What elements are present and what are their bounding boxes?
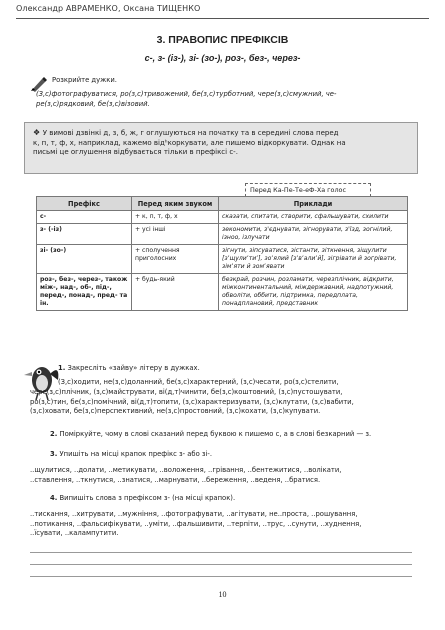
page-header: Олександр АВРАМЕНКО, Оксана ТИЩЕНКО	[16, 4, 201, 13]
rule-box	[24, 122, 418, 174]
task-line-1: (З,с)фотографуватися, ро(з,с)тривожений, бе(з,с)турботний, чере(з,с)смужний, че-	[36, 90, 337, 98]
exercise-line: ..ставлення, ..ткнутися, ..знатися, ..марнувати, ..береження, ..веденя, ..братися.	[30, 475, 321, 484]
exercise-line: (з,с)ховати, бе(з,с)перспективний, не(з,с)простовний, (з,с)кохати, (з,с)купувати.	[30, 407, 321, 416]
exercise-line: ..тискання, ..хитрувати, ..мужніння, ..фотографувати, ..агітувати, не..проста, ..рошування,	[30, 510, 358, 518]
task-label: Розкрийте дужки.	[52, 76, 117, 84]
rule-line-3: письмі це оглушення відбувається тільки в префіксі с-.	[33, 148, 238, 157]
cell-examples: зігнути, зіпсуватися, зістанти, зіткнення, зіщулити [зʼщулиʼтиʼ], зоʼялий [зʼвʼалиʼй], зігрівати й зогрівати, зімʼяти й зомʼявати	[219, 245, 408, 274]
rule-line-2: к, п, т, ф, х, наприклад, кажемо відʰкоркувати, але пишемо відкоркувати. Однак на	[33, 138, 346, 147]
exercise-line: ..потикання, ..фальсифікувати, ..уміти, ..фальшивити, ..терпіти, ..трус, ..сунути, ..худнення,	[30, 519, 362, 528]
cell-sound: + к, п, т, ф, х	[132, 211, 219, 224]
table-row	[37, 245, 408, 274]
prefix-table	[36, 196, 408, 311]
answer-line[interactable]	[30, 541, 412, 553]
exercise-1-title-text: Закресліть «зайву» літеру в дужках.	[67, 364, 200, 372]
cell-prefix: зі- (зо-)	[37, 245, 132, 274]
exercise-line: (З,с)ходити, не(з,с)доланний, бе(з,с)характерний, (з,с)чесати, ро(з,с)стелити,	[58, 378, 339, 386]
exercise-1-body	[58, 378, 418, 388]
rule-line-1: У вимові дзвінкі д, з, б, ж, г оглушуються на початку та в середині слова перед	[42, 129, 339, 137]
task-line-2: ре(з,с)рядковий, бе(з,с)візовий.	[36, 100, 150, 108]
header-divider	[16, 18, 429, 19]
rule-text	[33, 128, 411, 158]
cell-examples: сказати, спитати, створити, сфальшувати, схилити	[219, 211, 408, 224]
cell-examples: безкрай, розчин, розламати, черезплічник, відкрити, міжконтинентальний, міждержавний, надпотужний, обволіти, оббити, підтримка, передплата, понадплановий, представник	[219, 274, 408, 311]
exercise-2: 2. Поміркуйте, чому в слові сказаний перед буквою к пишемо с, а в слові безкарний — з.	[50, 430, 372, 438]
table-row	[37, 224, 408, 245]
exercise-3-title: 3. Упишіть на місці крапок префікс з- або зі-.	[50, 450, 213, 458]
cell-sound: + усі інші	[132, 224, 219, 245]
exercise-1-title: 1. Закресліть «зайву» літеру в дужках.	[58, 364, 200, 372]
table-header-row	[37, 197, 408, 211]
exercise-3-body	[30, 466, 420, 485]
exercise-4-body	[30, 510, 420, 539]
cell-prefix: с-	[37, 211, 132, 224]
table-row	[37, 211, 408, 224]
cell-prefix: роз-, без-, через-, також між-, над-, об-, під-, перед-, понад-, пред- та ін.	[37, 274, 132, 311]
cell-examples: зекономити, з'єднувати, зігнорувати, з'їзд, зогнілий, ізноо, ізлучати	[219, 224, 408, 245]
exercise-3-title-text: Упишіть на місці крапок префікс з- або зі-.	[59, 450, 213, 458]
col-header-prefix: Префікс	[37, 197, 132, 211]
answer-line[interactable]	[30, 565, 412, 577]
cell-sound: + сполучення приголосних	[132, 245, 219, 274]
exercise-4-title-text: Випишіть слова з префіксом з- (на місці крапок).	[59, 494, 236, 502]
cell-sound: + будь-який	[132, 274, 219, 311]
exercise-line: ..щулитися, ..долати, ..метикувати, ..воложення, ..грівання, ..бентежитися, ..волікати,	[30, 466, 342, 474]
exercise-line: ро(з,с)тин, бе(з,с)помічний, ві(д,т)топити, (з,с)характеризувати, (з,с)клутати, (з,с)вабити,	[30, 397, 354, 406]
exercise-4-title: 4. Випишіть слова з префіксом з- (на місці крапок).	[50, 494, 236, 502]
section-subtitle: с-, з- (із-), зі- (зо-), роз-, без-, через-	[144, 53, 301, 63]
exercise-line: чере(з,с)плічник, (з,с)майструвати, ві(д,т)чинити, бе(з,с)коштовний, (з,с)пустошувати,	[30, 388, 343, 396]
page-number: 10	[218, 590, 227, 599]
table-row	[37, 274, 408, 311]
col-header-sound: Перед яким звуком	[132, 197, 219, 211]
mnemonic-callout: Перед Ка-Пе-Те-еФ-Ха голос	[245, 183, 371, 197]
answer-line[interactable]	[30, 553, 412, 565]
exercise-line: ..їсувати, ..калампутити.	[30, 529, 119, 538]
four-diamond-icon: ❖	[33, 128, 43, 137]
cell-prefix: з- (-із)	[37, 224, 132, 245]
exercise-1-body-rest	[30, 388, 420, 417]
col-header-examples: Приклади	[219, 197, 408, 211]
section-title: 3. ПРАВОПИС ПРЕФІКСІВ	[156, 34, 289, 46]
answer-lines	[30, 541, 412, 577]
exercise-2-text: Поміркуйте, чому в слові сказаний перед буквою к пишемо с, а в слові безкарний — з.	[59, 430, 372, 438]
